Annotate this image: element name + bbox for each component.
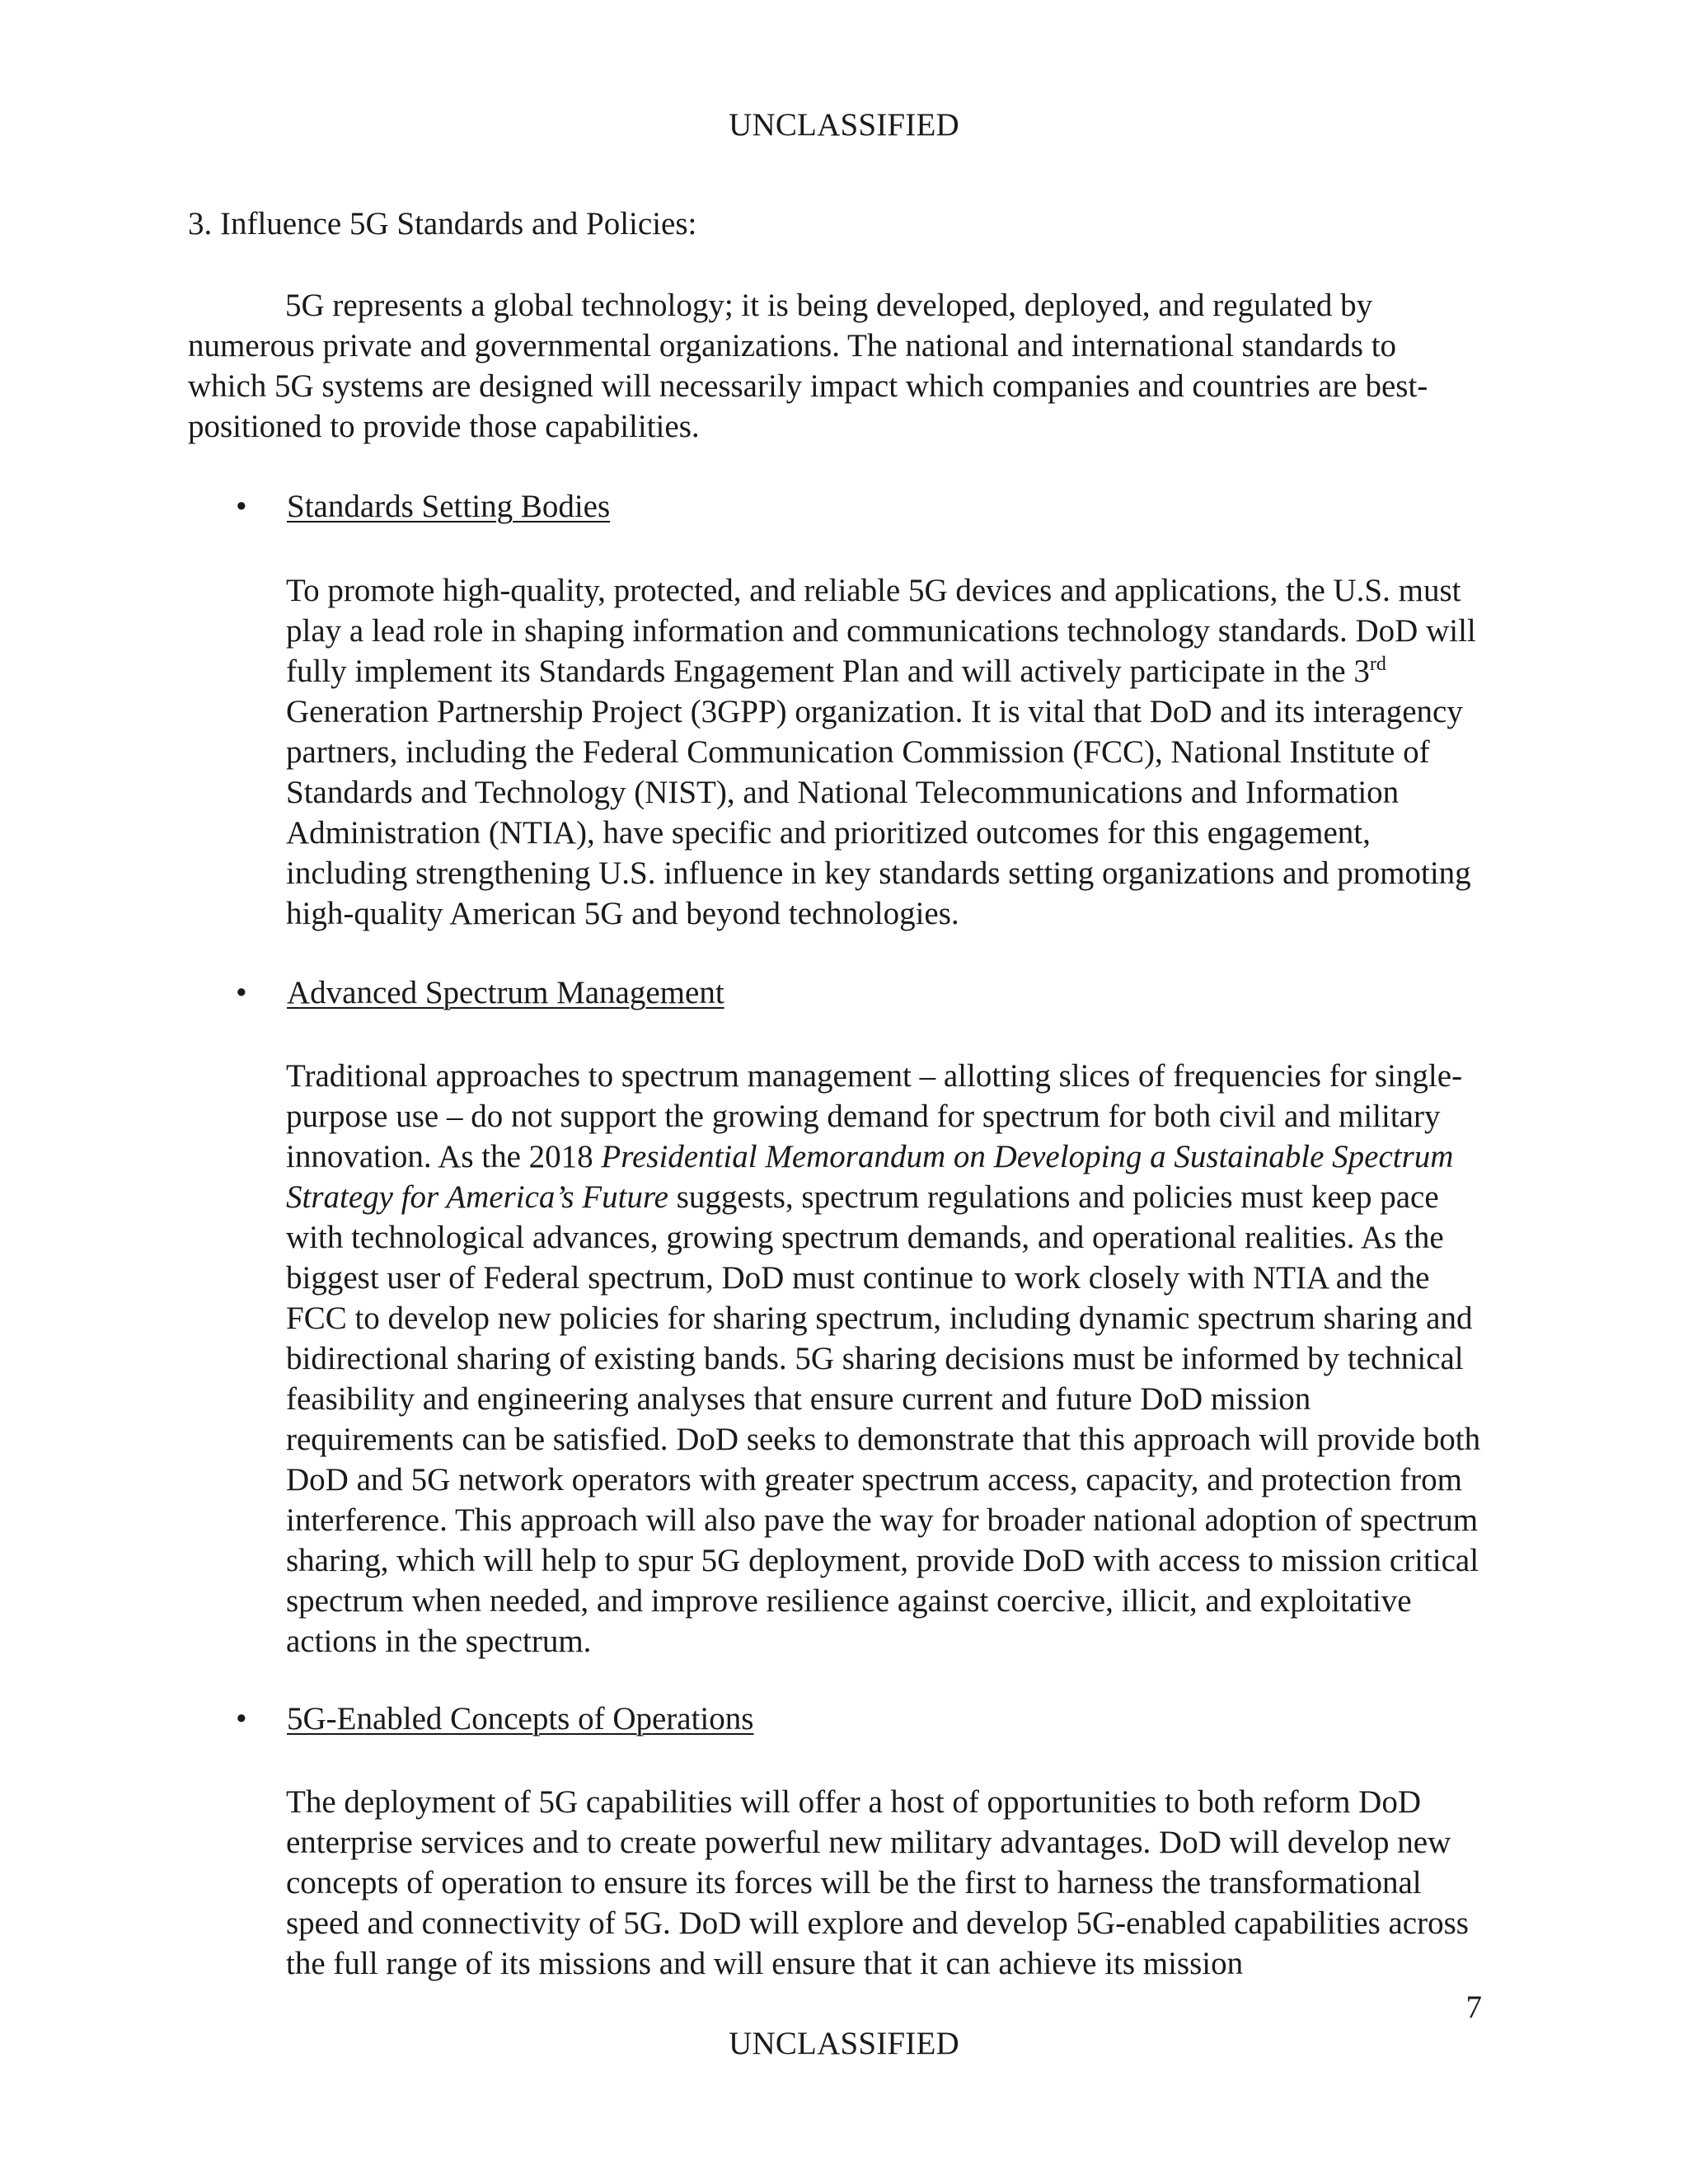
- bullet-title-concepts: 5G-Enabled Concepts of Operations: [287, 1701, 754, 1736]
- bullet-icon: •: [236, 975, 247, 1010]
- memorandum-title: Presidential Memorandum on Developing a Sustainable Spectrum Strategy for America’s Future: [286, 1139, 1454, 1215]
- bullet-title-standards: Standards Setting Bodies: [287, 489, 611, 524]
- superscript-text: rd: [1369, 654, 1386, 675]
- paragraph-text: To promote high-quality, protected, and reliable 5G devices and applications, the U.S. must play a lead role in shaping information and communications technology standards. DoD will fully implement its Standards Engagement Plan and will actively participate in the 3: [286, 573, 1476, 689]
- classification-header: UNCLASSIFIED: [729, 107, 959, 143]
- paragraph-spectrum: [286, 1056, 1481, 1661]
- bullet-title-spectrum: Advanced Spectrum Management: [287, 975, 724, 1010]
- classification-footer: UNCLASSIFIED: [729, 2026, 959, 2061]
- page-number: 7: [1465, 1990, 1482, 2025]
- paragraph-concepts: The deployment of 5G capabilities will offer a host of opportunities to both reform DoD enterprise services and to create powerful new military advantages. DoD will develop new concepts of operation to ensure its forces will be the first to harness the transformational speed and connectivity of 5G. DoD will explore and develop 5G-enabled capabilities across the full range of its missions and will ensure that it can achieve its mission: [286, 1784, 1469, 1981]
- intro-paragraph: 5G represents a global technology; it is being developed, deployed, and regulated by numerous private and governmental organizations. The national and international standards to which 5G systems are designed will necessarily impact which companies and countries are best-positioned to provide those capabilities.: [188, 288, 1428, 444]
- paragraph-text: Generation Partnership Project (3GPP) organization. It is vital that DoD and its interagency partners, including the Federal Communication Commission (FCC), National Institute of Standards and Technology (NIST), and National Telecommunications and Information Administration (NTIA), have specific and prioritized outcomes for this engagement, including strengthening U.S. influence in key standards setting organizations and promoting high-quality American 5G and beyond technologies.: [286, 694, 1471, 931]
- paragraph-text: suggests, spectrum regulations and policies must keep pace with technological advances, growing spectrum demands, and operational realities. As the biggest user of Federal spectrum, DoD must continue to work closely with NTIA and the FCC to develop new policies for sharing spectrum, including dynamic spectrum sharing and bidirectional sharing of existing bands. 5G sharing decisions must be informed by technical feasibility and engineering analyses that ensure current and future DoD mission requirements can be satisfied. DoD seeks to demonstrate that this approach will provide both DoD and 5G network operators with greater spectrum access, capacity, and protection from interference. This approach will also pave the way for broader national adoption of spectrum sharing, which will help to spur 5G deployment, provide DoD with access to mission critical spectrum when needed, and improve resilience against coercive, illicit, and exploitative actions in the spectrum.: [286, 1179, 1481, 1659]
- bullet-icon: •: [236, 489, 247, 524]
- paragraph-standards: [286, 570, 1481, 934]
- section-heading: 3. Influence 5G Standards and Policies:: [188, 206, 697, 241]
- paragraph-text: Traditional approaches to spectrum management – allotting slices of frequencies for single-purpose use – do not support the growing demand for spectrum for both civil and military innovation. As the 2018: [286, 1058, 1463, 1174]
- bullet-icon: •: [236, 1701, 247, 1736]
